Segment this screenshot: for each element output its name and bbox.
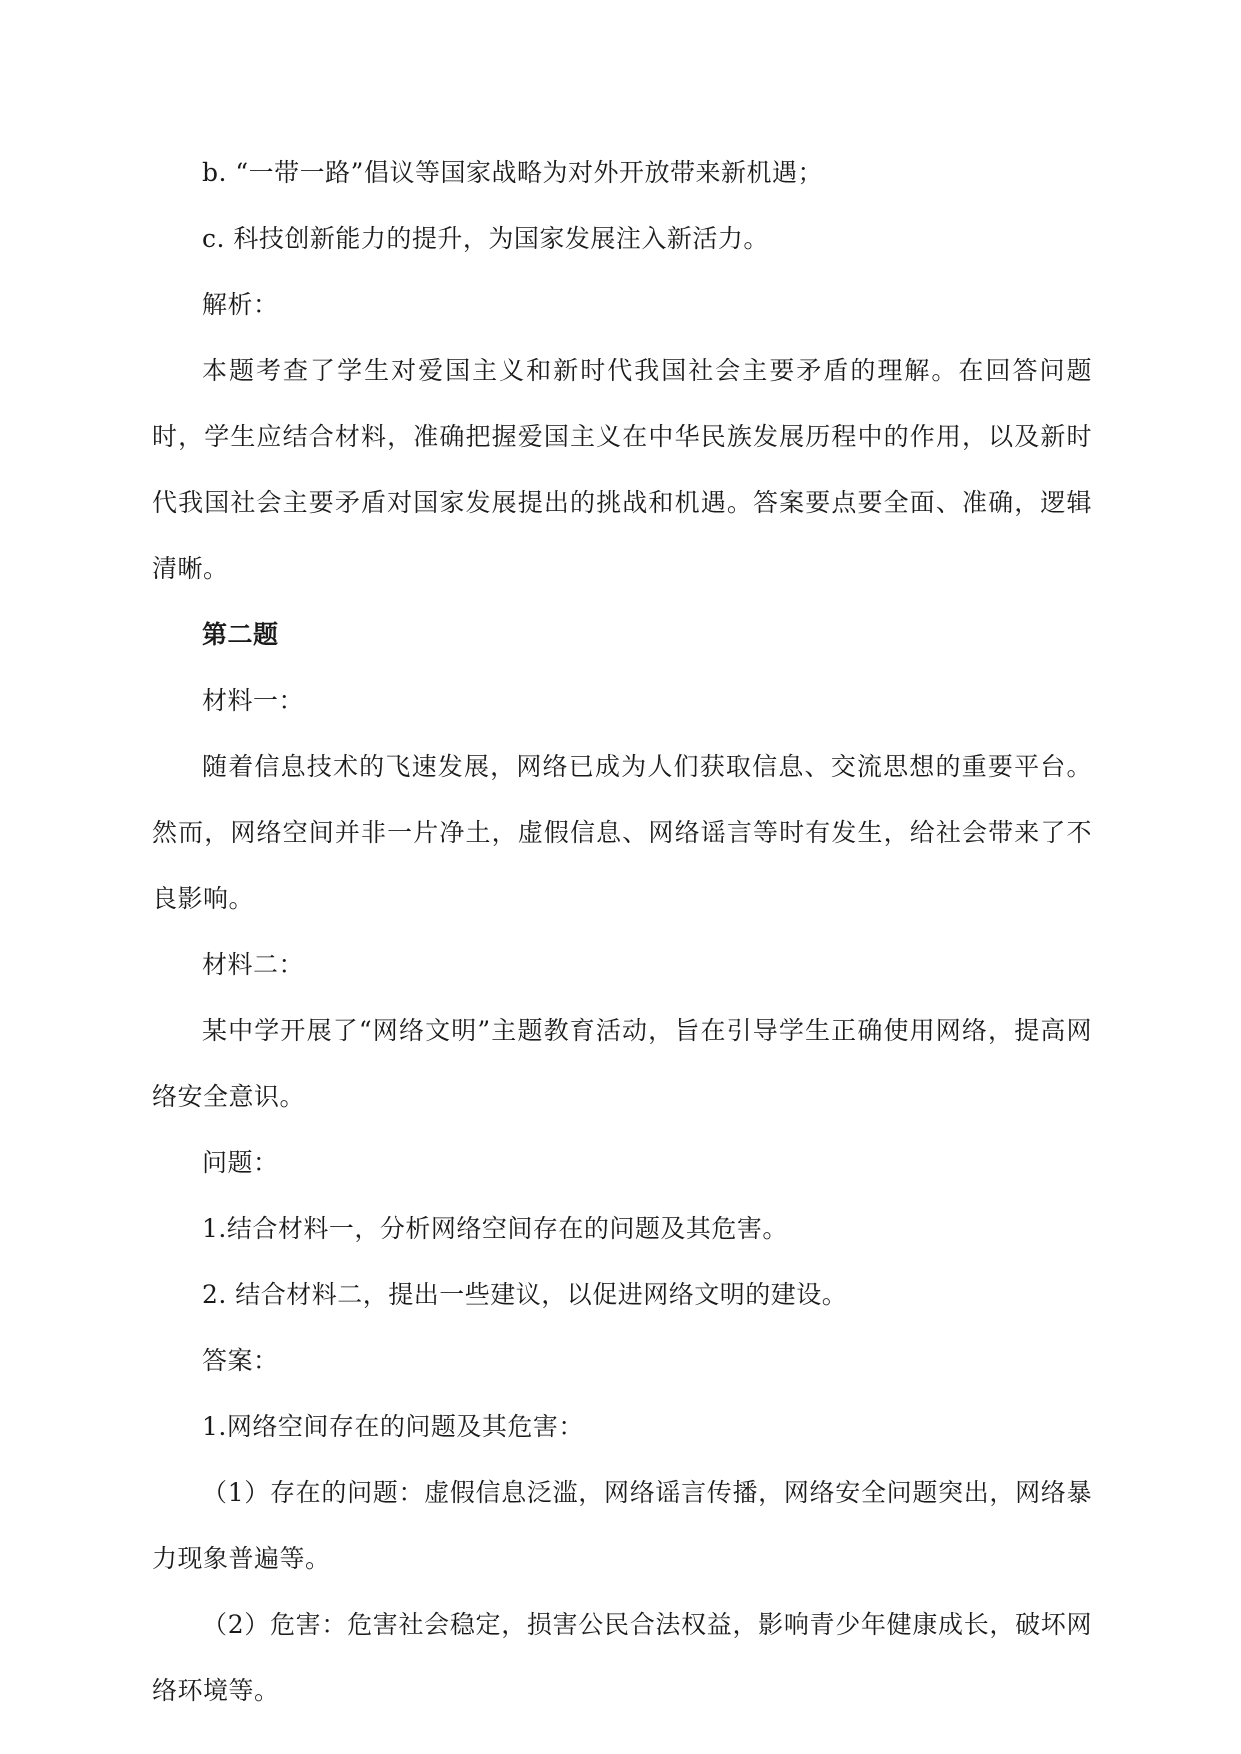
answer-heading: 答案： [202, 1346, 279, 1375]
material-two-paragraph: 某中学开展了“网络文明”主题教育活动，旨在引导学生正确使用网络，提高网络安全意识。 [152, 1016, 1092, 1111]
material-two-heading: 材料二： [202, 950, 305, 979]
material-one-paragraph: 随着信息技术的飞速发展，网络已成为人们获取信息、交流思想的重要平台。然而，网络空间并非一片净土，虚假信息、网络谣言等时有发生，给社会带来了不良影响。 [152, 752, 1092, 913]
answer-item-1: 1.网络空间存在的问题及其危害： [202, 1412, 584, 1441]
answer-subitem-problems: （1）存在的问题：虚假信息泛滥，网络谣言传播，网络安全问题突出，网络暴力现象普遍等。 [152, 1478, 1092, 1573]
material-one-heading: 材料一： [202, 686, 305, 715]
question-item-2: 2. 结合材料二，提出一些建议，以促进网络文明的建设。 [202, 1280, 848, 1309]
analysis-heading: 解析： [202, 290, 279, 319]
analysis-paragraph: 本题考查了学生对爱国主义和新时代我国社会主要矛盾的理解。在回答问题时，学生应结合材料，准确把握爱国主义在中华民族发展历程中的作用，以及新时代我国社会主要矛盾对国家发展提出的挑战和机遇。答案要点要全面、准确，逻辑清晰。 [152, 356, 1092, 583]
question-two-title: 第二题 [202, 620, 279, 649]
list-item-b: b. “一带一路”倡议等国家战略为对外开放带来新机遇； [202, 158, 823, 187]
list-item-c: c. 科技创新能力的提升，为国家发展注入新活力。 [202, 224, 769, 253]
question-item-1: 1.结合材料一，分析网络空间存在的问题及其危害。 [202, 1214, 788, 1243]
document-body [152, 140, 1092, 1724]
answer-subitem-harms: （2）危害：危害社会稳定，损害公民合法权益，影响青少年健康成长，破坏网络环境等。 [152, 1610, 1092, 1705]
questions-heading: 问题： [202, 1148, 279, 1177]
